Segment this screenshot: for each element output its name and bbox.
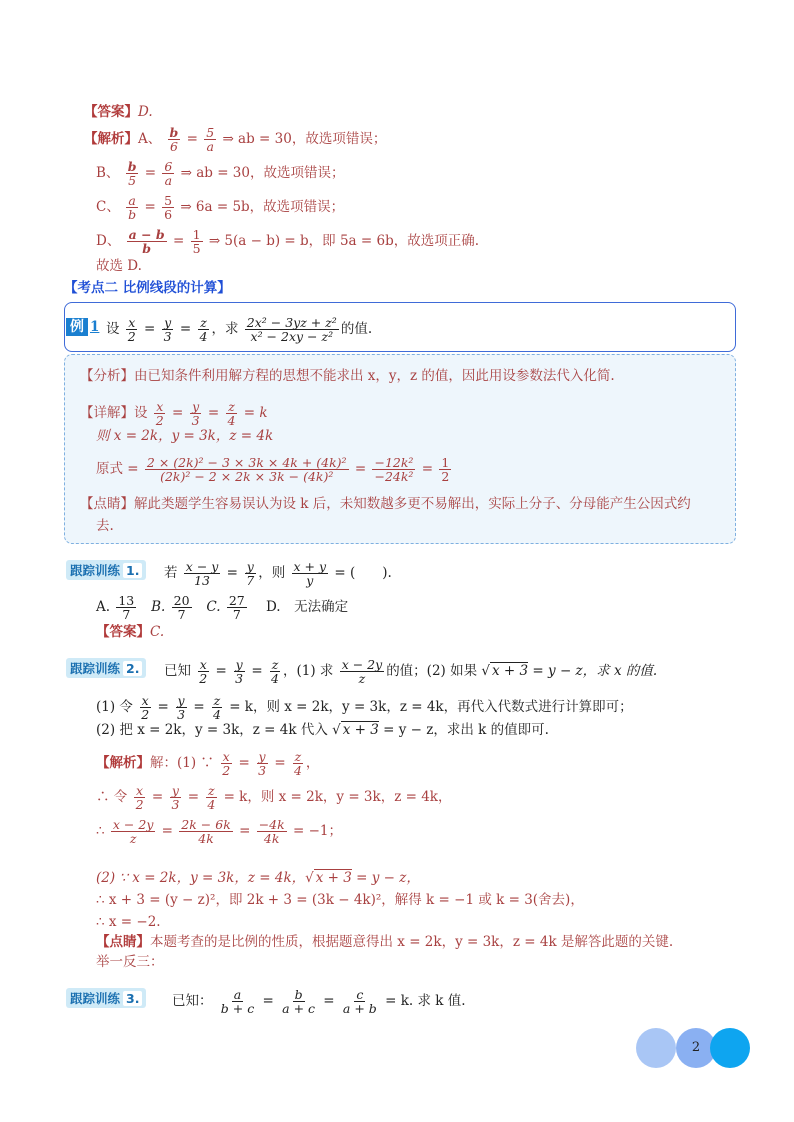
comment-label: 【点睛】 (80, 496, 134, 512)
comment-text: 解此类题学生容易误认为设 k 后，未知数越多更不易解出，实际上分子、分母能产生公因式约 (134, 496, 691, 512)
option-a: A. (96, 599, 111, 615)
equals-sign: = (186, 131, 198, 147)
analysis-text: ⇒ ab = 30，故选项错误； (180, 165, 345, 181)
conclusion-line: 故选 D. (96, 258, 142, 274)
fraction: $\frac{13}{7}$ (118, 593, 135, 622)
sol-text: ∴ 令 (96, 789, 128, 805)
fraction: $\frac{a - b}{b}$ (128, 227, 165, 256)
option-d: D. 无法确定 (265, 599, 349, 615)
practice-number: 1. (123, 563, 142, 578)
fraction: $\frac{y}{7}$ (246, 559, 255, 588)
practice1-answer (96, 622, 164, 642)
answer-line (84, 102, 153, 122)
answer-value: C. (150, 624, 165, 640)
option-a-prefix: A、 (138, 131, 162, 147)
fraction: $\frac{x}{2}$ (222, 749, 231, 778)
fraction: $\frac{z}{4}$ (199, 315, 208, 344)
fraction: $\frac{a}{b + c}$ (220, 987, 255, 1016)
question-prefix: 设 (106, 321, 120, 337)
option-b-prefix: B、 (96, 165, 120, 181)
sol-text: 解：(1) ∵ (150, 755, 214, 771)
question-suffix: = ( ). (334, 565, 392, 581)
fraction: $\frac{x - y}{13}$ (185, 559, 219, 588)
comment-label: 【点睛】 (96, 934, 150, 950)
big-fraction: $\frac{\text{2x² − 3yz + z²}}{\text{x² − 2xy − z²}}$ (246, 315, 337, 344)
fraction: $\frac{z}{4}$ (271, 657, 279, 686)
practice-tag-3 (66, 988, 146, 1008)
question-prefix: 若 (164, 565, 178, 581)
answer-label: 【答案】 (84, 104, 138, 120)
fraction: $\frac{\text{2 × (2k)² − 3 × 3k × 4k + (4k)²}}{\text{(2k)² − 2 × 2k × 3k − (4k)²}}$ (146, 455, 347, 484)
analysis-line-b: B、 $\frac{b}{5}$ = $\frac{6}{a}$ ⇒ ab = 30，故选项错误； (96, 159, 345, 188)
practice2-comment (96, 932, 673, 952)
practice2-hint2: (2) 把 x = 2k，y = 3k，z = 4k 代入 √ x + 3 = y − z，求出 k 的值即可. (96, 722, 549, 738)
fraction: $\frac{1}{5}$ (192, 227, 201, 256)
fraction: $\frac{x}{2}$ (127, 315, 136, 344)
practice-number: 3. (123, 991, 142, 1006)
detail-tail: = k (243, 405, 268, 421)
fraction: $\frac{b}{a + c}$ (282, 987, 316, 1016)
practice2-sol2-line1: (2) ∵ x = 2k，y = 3k，z = 4k，√ x + 3 = y − z， (96, 870, 420, 886)
fraction: $\frac{z}{4}$ (227, 399, 236, 428)
solution-analysis (80, 366, 615, 386)
fraction: $\frac{z}{4}$ (207, 783, 216, 812)
practice-label: 跟踪训练 (70, 563, 121, 578)
sol-text: = y − z， (356, 870, 420, 886)
fraction: $\frac{y}{3}$ (191, 399, 200, 428)
fraction: $\frac{27}{7}$ (228, 593, 245, 622)
hint-text: (2) 把 x = 2k，y = 3k，z = 4k 代入 (96, 722, 328, 738)
practice2-sol2-line3: ∴ x = −2. (96, 914, 161, 930)
fraction: $\frac{-4k}{4k}$ (258, 817, 285, 846)
fraction: $\frac{x - 2y}{z}$ (341, 657, 383, 686)
question-prefix: 已知： (172, 993, 213, 1009)
analysis-label: 【解析】 (84, 131, 138, 147)
option-b: B. (151, 599, 166, 615)
sol-text: = −1； (293, 823, 343, 839)
then-line: 则 x = 2k，y = 3k，z = 4k (96, 428, 274, 444)
practice-tag-1 (66, 560, 146, 580)
fraction: $\frac{5}{6}$ (164, 193, 173, 222)
practice1-question: 若 $\frac{x - y}{13}$ = $\frac{y}{7}$ ，则 $\frac{x + y}{y}$ = ( ). (164, 559, 392, 588)
comment-text: 本题考查的是比例的性质，根据题意得出 x = 2k，y = 3k，z = 4k 是解答此题的关键. (150, 934, 674, 950)
sqrt-expression: x + 3 (342, 722, 379, 738)
fraction: $\frac{1}{2}$ (441, 455, 450, 484)
page-number: 2 (691, 1040, 701, 1055)
fraction: $\frac{x - 2y}{z}$ (112, 817, 154, 846)
fraction: $\frac{x}{2}$ (141, 693, 150, 722)
example-question: 设 $\frac{x}{2}$ = $\frac{y}{3}$ = $\frac{z}{4}$ ，求 $\frac{\text{2x² − 3yz + z²}}{\text{x² − 2xy − z²}}$ 的值. (106, 315, 373, 344)
fraction: $\frac{2k - 6k}{4k}$ (181, 817, 231, 846)
analysis-text: ⇒ 5(a − b) = b，即 5a = 6b，故选项正确. (208, 233, 480, 249)
analysis-text: ⇒ ab = 30，故选项错误； (222, 131, 387, 147)
fraction: $\frac{y}{3}$ (235, 657, 244, 686)
analysis-text: ⇒ 6a = 5b，故选项错误； (180, 199, 345, 215)
sol-text: ， (305, 755, 320, 771)
practice-label: 跟踪训练 (70, 991, 121, 1006)
detail-label: 【详解】 (80, 405, 134, 421)
detail-prefix: 设 (134, 405, 148, 421)
fraction: $\frac{x + y}{y}$ (293, 559, 327, 588)
original-expression: 原式 = $\frac{\text{2 × (2k)² − 3 × 3k × 4k + (4k)²}}{\text{(2k)² − 2 × 2k × 3k − (4k)²}}$ = $\frac{\text{−12k²}}{\text{−24k²}}$ = $\frac{1}{2}$ (96, 455, 450, 484)
fraction: $\frac{z}{4}$ (212, 693, 221, 722)
example-tag (66, 316, 99, 336)
fraction: $\frac{b}{5}$ (127, 159, 137, 188)
fraction: $\frac{6}{a}$ (164, 159, 173, 188)
practice3-question: 已知： $\frac{a}{b + c}$ = $\frac{b}{a + c}$ = $\frac{c}{a + b}$ = k. 求 k 值. (172, 987, 466, 1016)
answer-label: 【答案】 (96, 624, 150, 640)
practice2-extra: 举一反三： (96, 954, 164, 970)
analysis-line-a (84, 126, 386, 153)
practice2-sol-line3: ∴ $\frac{x - 2y}{z}$ = $\frac{2k - 6k}{4k}$ = $\frac{-4k}{4k}$ = −1； (96, 817, 343, 846)
practice2-question: 已知 $\frac{x}{2}$ = $\frac{y}{3}$ = $\frac{z}{4}$ ，(1) 求 $\frac{x - 2y}{z}$ 的值；(2) 如果 √ x + 3 = y − z，求 x 的值. (164, 657, 658, 686)
section-heading: 【考点二 比例线段的计算】 (64, 280, 231, 296)
question-suffix: = k. 求 k 值. (385, 993, 466, 1009)
question-mid: ，求 (211, 321, 239, 337)
sqrt-expression: x + 3 (315, 870, 352, 886)
fraction: $\frac{x}{2}$ (199, 657, 208, 686)
fraction: $\frac{x}{2}$ (155, 399, 164, 428)
question-part1: ，(1) 求 (282, 663, 334, 679)
option-d-prefix: D、 (96, 233, 121, 249)
fraction: $\frac{y}{3}$ (177, 693, 186, 722)
question-part3: = y − z，求 x 的值. (532, 663, 658, 679)
practice-number: 2. (123, 661, 142, 676)
practice2-hint1: (1) 令 $\frac{x}{2}$ = $\frac{y}{3}$ = $\frac{z}{4}$ = k，则 x = 2k，y = 3k，z = 4k，再代入代数式进行计算即可； (96, 693, 633, 722)
sol-text: ∴ (96, 823, 105, 839)
analysis-text: 由已知条件利用解方程的思想不能求出 x，y，z 的值，因此用设参数法代入化简. (134, 368, 615, 384)
practice1-options (96, 594, 348, 621)
fraction: $\frac{y}{3}$ (163, 315, 172, 344)
solution-comment-cont: 去. (96, 518, 114, 534)
sol-text: = k，则 x = 2k，y = 3k，z = 4k， (223, 789, 452, 805)
fraction: $\frac{c}{a + b}$ (342, 987, 377, 1016)
question-suffix: 的值. (340, 321, 373, 337)
decor-circle-left (636, 1028, 676, 1068)
option-c-prefix: C、 (96, 199, 120, 215)
solution-comment (80, 494, 691, 514)
practice-tag-2 (66, 658, 146, 678)
fraction: $\frac{5}{a}$ (206, 125, 215, 154)
solution-detail: 【详解】设 $\frac{x}{2}$ = $\frac{y}{3}$ = $\frac{z}{4}$ = k (80, 399, 268, 428)
option-c: C. (206, 599, 221, 615)
fraction: $\frac{a}{b}$ (128, 193, 137, 222)
example-label: 例 (66, 318, 88, 336)
solution-label: 【解析】 (96, 755, 150, 771)
question-part2: 的值；(2) 如果 (386, 663, 478, 679)
example-number: 1 (90, 319, 100, 335)
hint-prefix: (1) 令 (96, 699, 133, 715)
decor-circle-right (710, 1028, 750, 1068)
analysis-line-d: D、 $\frac{a - b}{b}$ = $\frac{1}{5}$ ⇒ 5(a − b) = b，即 5a = 6b，故选项正确. (96, 227, 480, 256)
sol-text: (2) ∵ x = 2k，y = 3k，z = 4k， (96, 870, 306, 886)
fraction: $\frac{y}{3}$ (171, 783, 180, 812)
fraction: $\frac{x}{2}$ (135, 783, 144, 812)
sqrt-expression: x + 3 (492, 663, 529, 679)
question-prefix: 已知 (164, 663, 191, 679)
fraction: $\frac{z}{4}$ (293, 749, 302, 778)
fraction: $\frac{b}{6}$ (169, 125, 179, 154)
fraction: $\frac{\text{−12k²}}{\text{−24k²}}$ (374, 455, 414, 484)
practice2-sol-line1: 【解析】解：(1) ∵ $\frac{x}{2}$ = $\frac{y}{3}$ = $\frac{z}{4}$ ， (96, 749, 320, 778)
analysis-line-c: C、 $\frac{a}{b}$ = $\frac{5}{6}$ ⇒ 6a = 5b，故选项错误； (96, 193, 345, 222)
question-mid: ，则 (258, 565, 286, 581)
practice2-sol2-line2: ∴ x + 3 = (y − z)²，即 2k + 3 = (3k − 4k)²，解得 k = −1 或 k = 3(舍去)， (96, 892, 584, 908)
practice2-sol-line2: ∴ 令 $\frac{x}{2}$ = $\frac{y}{3}$ = $\frac{z}{4}$ = k，则 x = 2k，y = 3k，z = 4k， (96, 783, 452, 812)
hint-text: = k，则 x = 2k，y = 3k，z = 4k，再代入代数式进行计算即可； (229, 699, 633, 715)
fraction: $\frac{20}{7}$ (173, 593, 190, 622)
hint-text: = y − z，求出 k 的值即可. (383, 722, 549, 738)
practice-label: 跟踪训练 (70, 661, 121, 676)
analysis-label: 【分析】 (80, 368, 134, 384)
orig-label: 原式 = (96, 461, 139, 477)
fraction: $\frac{y}{3}$ (258, 749, 267, 778)
answer-value: D. (138, 104, 153, 120)
